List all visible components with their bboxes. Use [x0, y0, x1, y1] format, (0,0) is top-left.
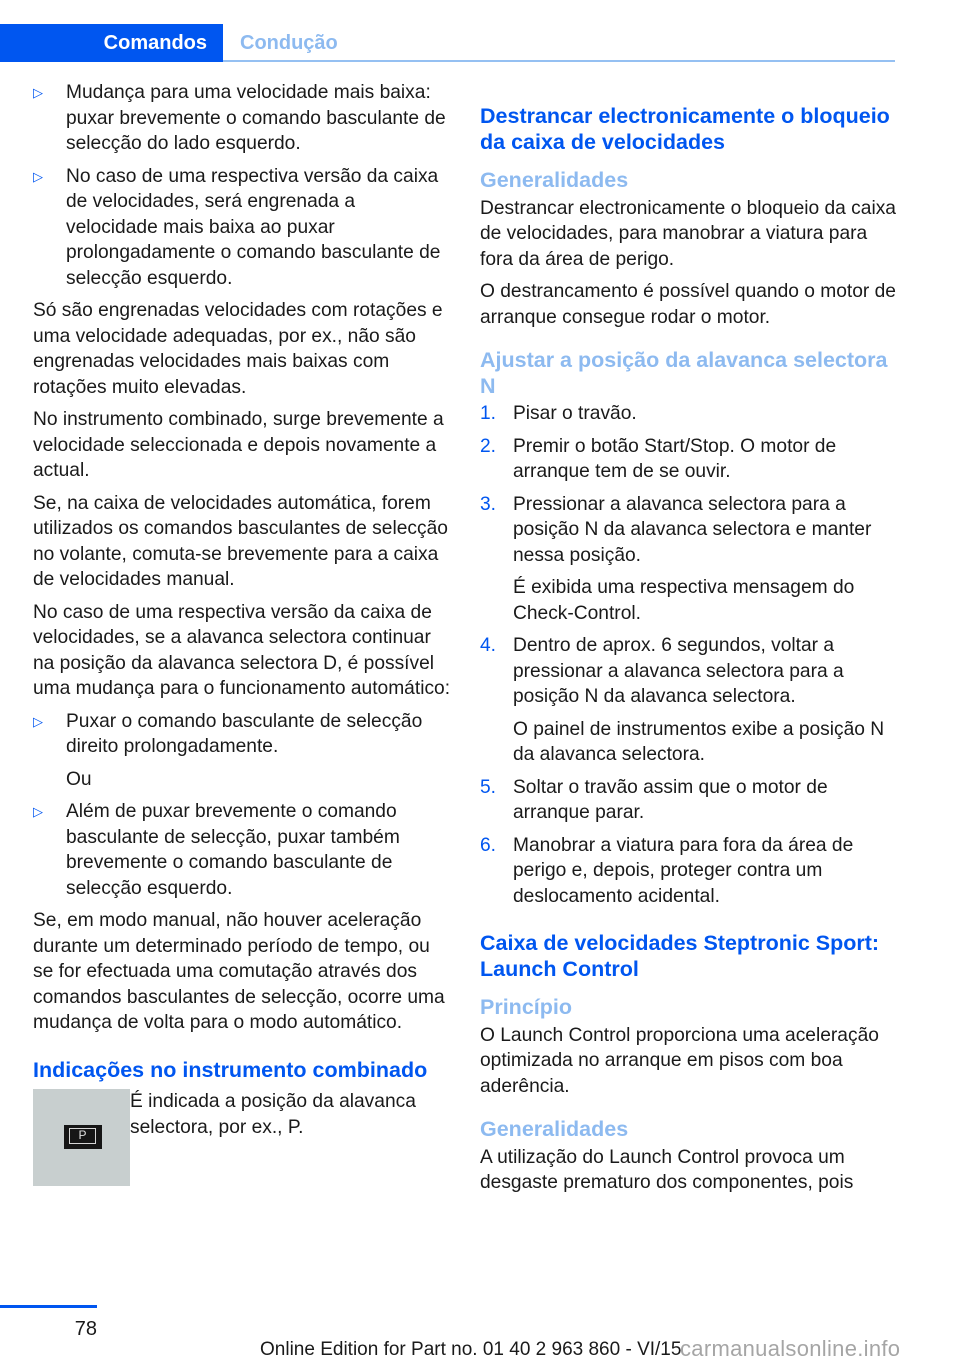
tab-comandos[interactable]: Comandos — [0, 24, 223, 62]
gear-indicator-figure — [33, 1089, 130, 1186]
subtitle-principio: Princípio — [480, 995, 572, 1019]
step-item: 5. Soltar o travão assim que o motor de arranque parar. — [480, 776, 828, 823]
figure-row — [33, 1089, 451, 1189]
step-item: 3. Pressionar a alavanca selectora para a posição N da alavanca selectora e manter nessa posição. É exibida uma respectiva mensagem do Check-Control. — [480, 493, 872, 624]
page-number: 78 — [74, 1318, 97, 1340]
list-item: ▷ No caso de uma respectiva versão da caixa de velocidades, será engrenada a velocidade mais baixa ao puxar prolongadamente o comando basculante de selecção esquerdo. — [33, 165, 441, 289]
subtitle-ajustar: Ajustar a posição da alavanca selectora N — [480, 348, 888, 398]
display-box — [64, 1125, 102, 1149]
footer-divider — [0, 1305, 97, 1308]
list-item: ▷ Além de puxar brevemente o comando basculante de selecção, puxar também brevemente o comando basculante de selecção esquerdo. — [33, 801, 400, 899]
header-divider — [223, 60, 895, 62]
edition-text: Online Edition for Part no. 01 40 2 963 860 - VI/15 — [260, 1339, 682, 1360]
section-title-indicacoes: Indicações no instrumento combinado — [33, 1057, 428, 1082]
list-item: ▷ Puxar o comando basculante de selecção direito prolongadamente. Ou — [33, 710, 423, 790]
figure-caption: É indicada a posição da alavanca selectora, por ex., P. — [130, 1091, 416, 1138]
step-item: 2. Premir o botão Start/Stop. O motor de arranque tem de se ouvir. — [480, 435, 837, 482]
list-item: ▷ Mudança para uma velocidade mais baixa: puxar brevemente o comando basculante de selecção do lado esquerdo. — [33, 82, 446, 154]
paragraph: Só são engrenadas velocidades com rotações e uma velocidade adequadas, por ex., não são engrenadas velocidades mais baixas com rotações muito elevadas. — [33, 300, 443, 398]
left-column — [33, 80, 451, 1189]
paragraph: No caso de uma respectiva versão da caixa de velocidades, se a alavanca selectora continuar na posição da alavanca selectora D, é possível uma mudança para o funcionamento automático: — [33, 601, 451, 699]
triangle-bullet-icon: ▷ — [33, 713, 43, 729]
paragraph: O Launch Control proporciona uma aceleração optimizada no arranque em pisos com boa aderência. — [480, 1024, 879, 1097]
subtitle-generalidades: Generalidades — [480, 168, 629, 192]
step-item: 4. Dentro de aprox. 6 segundos, voltar a pressionar a alavanca selectora para a posição N da alavanca selectora. O painel de instrumentos exibe a posição N da alavanca selectora. — [480, 635, 885, 765]
paragraph: Destrancar electronicamente o bloqueio da caixa de velocidades, para manobrar a viatura para fora da área de perigo. — [480, 197, 896, 270]
paragraph: O destrancamento é possível quando o motor de arranque consegue rodar o motor. — [480, 281, 896, 328]
subtitle-generalidades-2: Generalidades — [480, 1117, 629, 1141]
step-item: 6. Manobrar a viatura para fora da área de perigo e, depois, proteger contra um deslocamento acidental. — [480, 834, 854, 907]
section-title-launch-control: Caixa de velocidades Steptronic Sport: Launch Control — [480, 931, 880, 981]
step-item: 1. Pisar o travão. — [480, 403, 637, 424]
right-column — [480, 104, 898, 1203]
paragraph: Se, em modo manual, não houver aceleração durante um determinado período de tempo, ou se for efectuada uma comutação através dos comandos basculantes de selecção, ocorre uma mudança de volta para o modo automático. — [33, 910, 445, 1033]
gear-p-icon: P — [69, 1128, 96, 1144]
paragraph: No instrumento combinado, surge brevemente a velocidade seleccionada e depois novamente a actual. — [33, 409, 444, 481]
tab-conducao[interactable]: Condução — [240, 32, 338, 54]
triangle-bullet-icon: ▷ — [33, 168, 43, 184]
watermark: carmanualsonline.info — [680, 1336, 901, 1361]
section-title-destrancar: Destrancar electronicamente o bloqueio da caixa de velocidades — [480, 104, 890, 154]
paragraph: A utilização do Launch Control provoca um desgaste prematuro dos componentes, pois — [480, 1146, 854, 1193]
triangle-bullet-icon: ▷ — [33, 804, 43, 819]
paragraph: Se, na caixa de velocidades automática, forem utilizados os comandos basculantes de selecção no volante, comuta-se brevemente para a caixa de velocidades manual. — [33, 492, 448, 590]
chapter-header — [0, 24, 895, 62]
triangle-bullet-icon: ▷ — [33, 85, 43, 100]
